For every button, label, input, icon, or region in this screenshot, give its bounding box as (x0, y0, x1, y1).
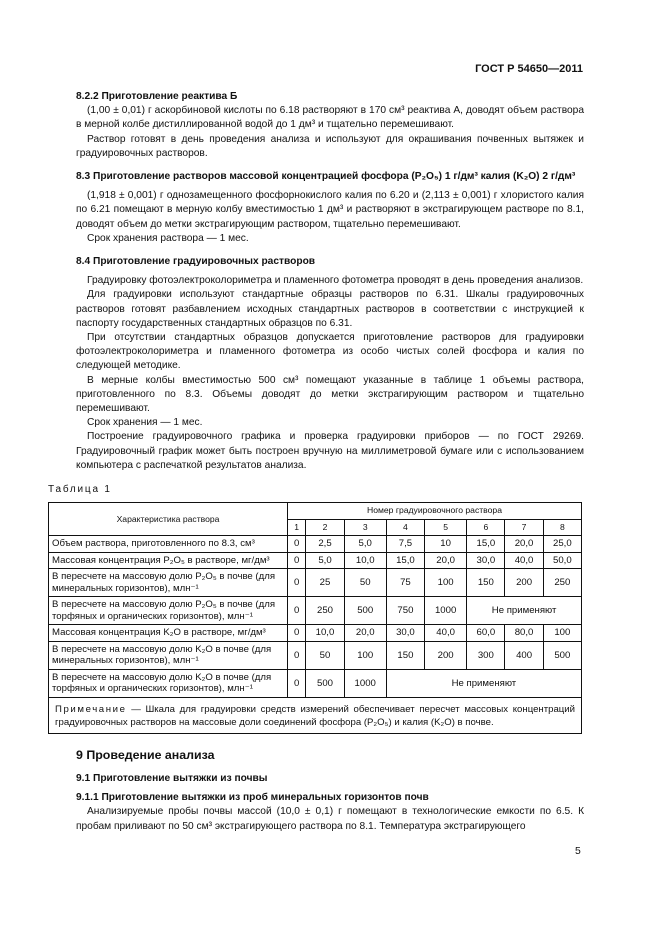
solution-number: 7 (505, 519, 543, 536)
paragraph: В мерные колбы вместимостью 500 см³ помещают указанные в таблице 1 объемы раствора, приготовленного по 8.3. Объемы доводят до метки экстрагирующим раствором и тщательно перемешивают. (76, 374, 584, 415)
table-row (49, 569, 582, 597)
table-cell: 80,0 (505, 625, 543, 642)
section-8-2-2-title: 8.2.2 Приготовление реактива Б (76, 91, 238, 102)
note-text: — Шкала для градуировки средств измерений обеспечивает пересчет массовых концентраций градуировочных растворов на массовые доли соединений фосфора (P₂O₅) и калия (K₂O) в почве. (55, 703, 575, 728)
table-cell: 20,0 (505, 536, 543, 553)
table-cell: 0 (288, 669, 306, 697)
paragraph: Для градуировки используют стандартные образцы растворов по 6.31. Шкалы градуировочных растворов готовят разбавлением исходных стандартных растворов в соответствии с инструкцией к паспорту государственных стандартных образцов по 6.31. (76, 289, 584, 329)
row-label: Объем раствора, приготовленного по 8.3, см³ (49, 536, 288, 553)
table-cell: 10,0 (306, 625, 344, 642)
table-cell: 250 (543, 569, 581, 597)
not-applicable-cell: Не применяют (386, 669, 581, 697)
table-cell: 75 (386, 569, 424, 597)
row-label: В пересчете на массовую долю P₂O₅ в почве (для торфяных и органических горизонтов), млн⁻¹ (49, 597, 288, 625)
calibration-table (48, 502, 582, 734)
standard-number: ГОСТ Р 54650—2011 (475, 63, 583, 75)
solution-number: 6 (467, 519, 505, 536)
table-cell: 0 (288, 536, 306, 553)
table-cell: 15,0 (386, 552, 424, 569)
table-cell: 0 (288, 569, 306, 597)
table-cell: 20,0 (425, 552, 467, 569)
page-content (48, 90, 584, 834)
table-row (49, 552, 582, 569)
table-cell: 500 (344, 597, 386, 625)
row-label: В пересчете на массовую долю K₂O в почве (для минеральных горизонтов), млн⁻¹ (49, 641, 288, 669)
row-label: В пересчете на массовую долю P₂O₅ в почве (для минеральных горизонтов), млн⁻¹ (49, 569, 288, 597)
paragraph: При отсутствии стандартных образцов допускается приготовление растворов для градуировки фотоэлектроколориметра и пламенного фотометра из особо чистых солей фосфора и калия по следующей методике. (76, 332, 584, 372)
table-cell: 1000 (425, 597, 467, 625)
table-cell: 20,0 (344, 625, 386, 642)
table-cell: 10 (425, 536, 467, 553)
paragraph: Срок хранения раствора — 1 мес. (87, 232, 249, 244)
paragraph: Градуировку фотоэлектроколориметра и пламенного фотометра проводят в день проведения анализов. (87, 275, 584, 287)
note-label: Примечание (55, 703, 127, 715)
table-cell: 40,0 (505, 552, 543, 569)
table-cell: 5,0 (344, 536, 386, 553)
paragraph: (1,00 ± 0,01) г аскорбиновой кислоты по 6.18 растворяют в 170 см³ реактива А, доводят объем раствора в мерной колбе дистиллированной водой до 1 дм³ и тщательно перемешивают. (76, 105, 584, 131)
paragraph: Срок хранения — 1 мес. (87, 417, 203, 429)
table-caption: Таблица 1 (48, 484, 112, 496)
table-cell: 200 (425, 641, 467, 669)
table-cell: 2,5 (306, 536, 344, 553)
table-row (49, 669, 582, 697)
column-header-solution-number: Номер градуировочного раствора (288, 503, 582, 520)
section-9-title: 9 Проведение анализа (76, 747, 215, 762)
table-cell: 0 (288, 625, 306, 642)
table-row (49, 536, 582, 553)
section-9-1-title: 9.1 Приготовление вытяжки из почвы (76, 772, 268, 784)
row-label: Массовая концентрация K₂O в растворе, мг/дм³ (49, 625, 288, 642)
row-label: В пересчете на массовую долю K₂O в почве (для торфяных и органических горизонтов), млн⁻¹ (49, 669, 288, 697)
paragraph: Анализируемые пробы почвы массой (10,0 ± 0,1) г помещают в технологические емкости по 6.5. К пробам приливают по 50 см³ экстрагирующего раствора по 8.1. Температура экстрагирующего (76, 806, 584, 832)
table-cell: 50,0 (543, 552, 581, 569)
paragraph: (1,918 ± 0,001) г однозамещенного фосфорнокислого калия по 6.20 и (2,113 ± 0,001) г хлористого калия по 6.21 помещают в мерную колбу вместимостью 1 дм³ и растворяют в экстрагирующем растворе по 8.1, доводят объем до метки экстрагирующим раствором, тщательно перемешивают. (76, 190, 584, 230)
not-applicable-cell: Не применяют (467, 597, 582, 625)
paragraph: Построение градуировочного графика и проверка градуировки приборов — по ГОСТ 29269. Градуировочный график может быть построен вручную на миллиметровой бумаге или с использованием компьютера с распечаткой результатов анализа. (76, 431, 584, 471)
solution-number: 8 (543, 519, 581, 536)
solution-number: 1 (288, 519, 306, 536)
table-cell: 150 (386, 641, 424, 669)
solution-number: 4 (386, 519, 424, 536)
table-cell: 50 (306, 641, 344, 669)
table-cell: 0 (288, 552, 306, 569)
table-cell: 30,0 (386, 625, 424, 642)
table-cell: 40,0 (425, 625, 467, 642)
table-cell: 5,0 (306, 552, 344, 569)
table-note (49, 697, 582, 733)
page-number: 5 (575, 846, 581, 857)
table-cell: 50 (344, 569, 386, 597)
table-cell: 10,0 (344, 552, 386, 569)
table-note-row (49, 697, 582, 733)
solution-number: 5 (425, 519, 467, 536)
table-cell: 500 (543, 641, 581, 669)
table-cell: 150 (467, 569, 505, 597)
paragraph: Раствор готовят в день проведения анализа и используют для окрашивания почвенных вытяжек и градуировочных растворов. (76, 133, 584, 159)
table-cell: 750 (386, 597, 424, 625)
table-row (49, 597, 582, 625)
table-cell: 7,5 (386, 536, 424, 553)
table-cell: 30,0 (467, 552, 505, 569)
solution-number: 2 (306, 519, 344, 536)
section-9-1-1-title: 9.1.1 Приготовление вытяжки из проб минеральных горизонтов почв (76, 792, 429, 804)
table-cell: 0 (288, 641, 306, 669)
table-cell: 25 (306, 569, 344, 597)
column-header-characteristic: Характеристика раствора (49, 503, 288, 536)
table-cell: 100 (344, 641, 386, 669)
table-cell: 25,0 (543, 536, 581, 553)
table-cell: 60,0 (467, 625, 505, 642)
section-8-4-title: 8.4 Приготовление градуировочных растворов (76, 256, 316, 268)
solution-number: 3 (344, 519, 386, 536)
table-cell: 0 (288, 597, 306, 625)
table-cell: 100 (425, 569, 467, 597)
table-cell: 100 (543, 625, 581, 642)
row-label: Массовая концентрация P₂O₅ в растворе, мг/дм³ (49, 552, 288, 569)
table-row (49, 625, 582, 642)
table-cell: 500 (306, 669, 344, 697)
table-cell: 1000 (344, 669, 386, 697)
section-8-3-title: 8.3 Приготовление растворов массовой концентрацией фосфора (P₂O₅) 1 г/дм³ калия (K₂O) 2 г/дм³ (76, 171, 576, 183)
table-cell: 200 (505, 569, 543, 597)
table-cell: 400 (505, 641, 543, 669)
table-cell: 15,0 (467, 536, 505, 553)
table-cell: 250 (306, 597, 344, 625)
table-row (49, 641, 582, 669)
table-cell: 300 (467, 641, 505, 669)
